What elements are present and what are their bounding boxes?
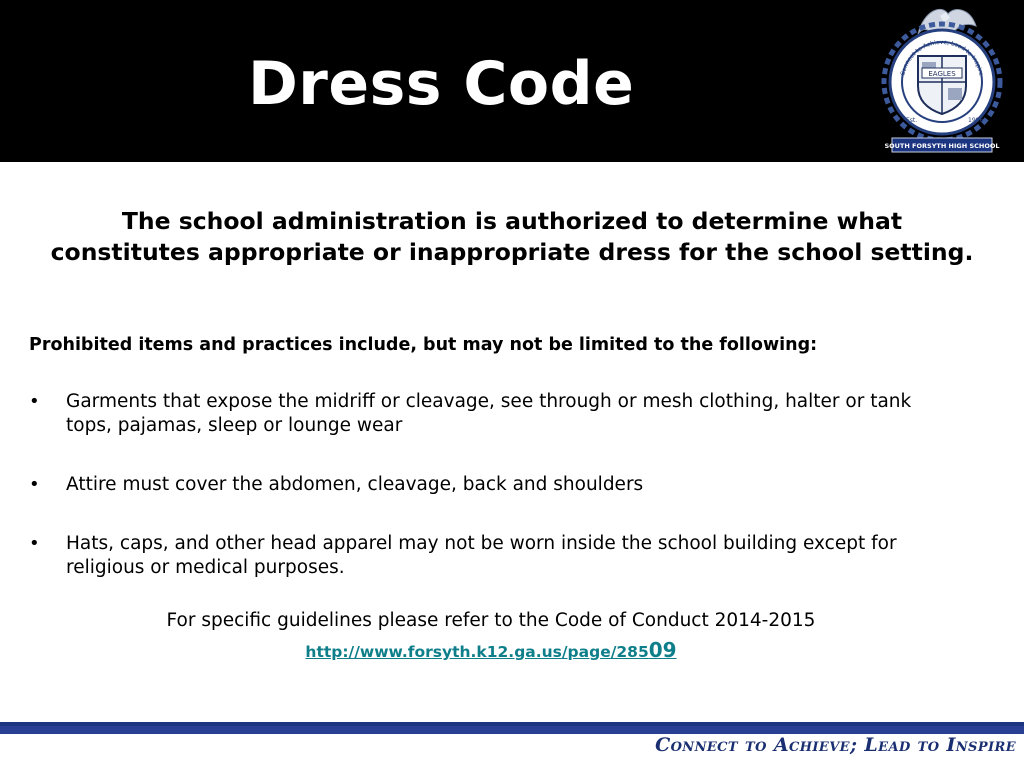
lead-statement: The school administration is authorized to determine what constitutes appropriate or inappropriate dress for the school setting. bbox=[50, 207, 974, 266]
footer-slogan: Connect to Achieve; Lead to Inspire bbox=[655, 734, 1016, 756]
crest-ribbon-text: SOUTH FORSYTH HIGH SCHOOL bbox=[884, 142, 1000, 150]
list-item: • Garments that expose the midriff or cleavage, see through or mesh clothing, halter or tank tops, pajamas, sleep or lounge wear bbox=[29, 390, 959, 438]
crest-motto: Connect to Achieve, Lead to Inspire bbox=[899, 38, 985, 77]
list-item: • Hats, caps, and other head apparel may not be worn inside the school building except for religious or medical purposes. bbox=[29, 532, 959, 580]
link-text: http://www.forsyth.k12.ga.us/page/285 bbox=[305, 643, 649, 661]
footer-divider bbox=[0, 726, 1024, 734]
code-of-conduct-link[interactable] bbox=[305, 638, 677, 662]
prohibited-list bbox=[29, 390, 959, 615]
list-item: • Attire must cover the abdomen, cleavage, back and shoulders bbox=[29, 473, 959, 497]
code-of-conduct-reference: For specific guidelines please refer to the Code of Conduct 2014-2015 bbox=[166, 610, 816, 631]
crest-est-label: Est. bbox=[906, 117, 918, 124]
link-line bbox=[0, 638, 982, 664]
header-bar bbox=[0, 0, 1024, 162]
link-text-end: 09 bbox=[648, 638, 677, 662]
slide-title: Dress Code bbox=[248, 49, 635, 119]
school-crest-icon bbox=[878, 4, 1006, 158]
crest-banner-text: EAGLES bbox=[928, 70, 956, 78]
prohibited-intro: Prohibited items and practices include, but may not be limited to the following: bbox=[29, 335, 818, 355]
crest-est-year: 1996 bbox=[968, 117, 984, 124]
